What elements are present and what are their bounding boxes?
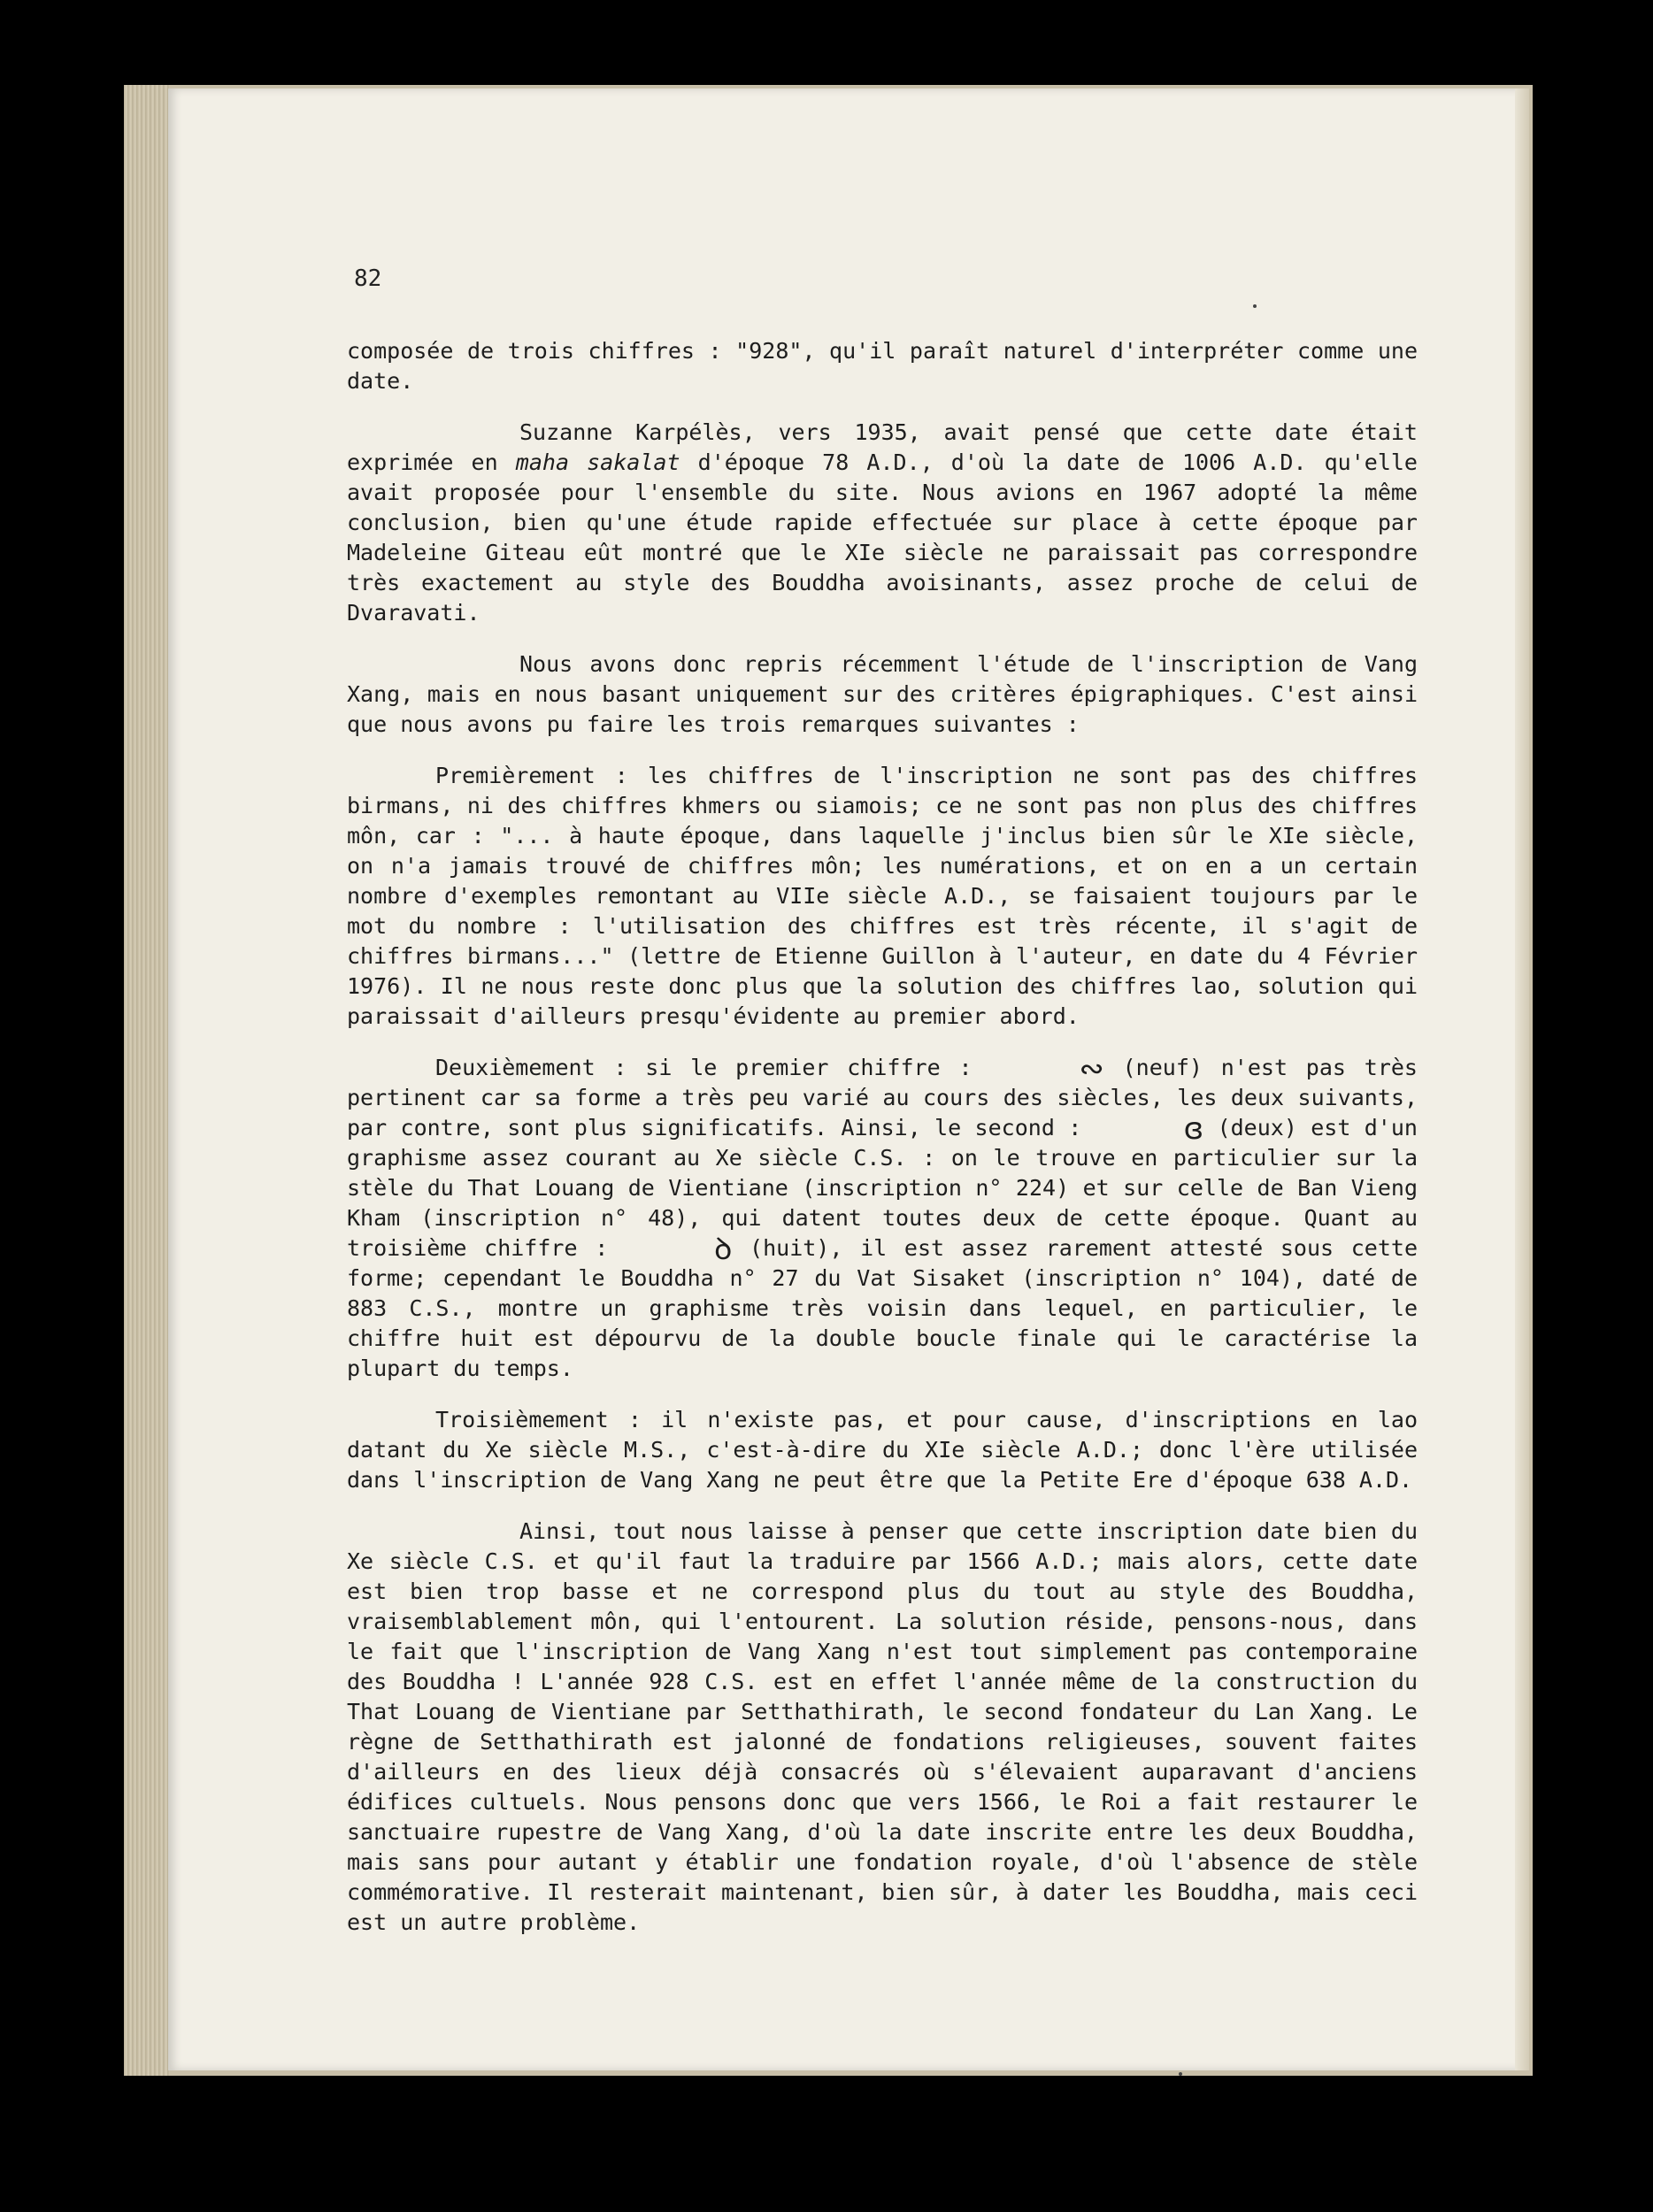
lao-nine-glyph: ∾ [1079, 1051, 1104, 1087]
speck [1253, 304, 1257, 308]
body-text [347, 336, 1418, 1959]
paragraph-3: Nous avons donc repris récemment l'étude de l'inscription de Vang Xang, mais en nous basant uniquement sur des critères épigraphiques. C'est ainsi que nous avons pu faire les trois remarques suivantes : [347, 651, 1418, 737]
italic-term: maha sakalat [515, 449, 680, 475]
page-edges-left [124, 85, 170, 2076]
paragraph-1: composée de trois chiffres : "928", qu'il paraît naturel d'interpréter comme une date. [347, 338, 1418, 394]
paragraph-2: Suzanne Karpélès, vers 1935, avait pensé que cette date était exprimée en maha sakalat d'époque 78 A.D., d'où la date de 1006 A.D. qu'elle avait proposée pour l'ensemble du site. Nous avions en 1967 adopté la même conclusion, bien qu'une étude rapide effectuée sur place à cette époque par Madeleine Giteau eût montré que le XIe siècle ne paraissait pas correspondre très exactement au style des Bouddha avoisinants, assez proche de celui de Dvaravati. [347, 419, 1418, 626]
paragraph-5: Deuxièmement : si le premier chiffre : ∾ (neuf) n'est pas très pertinent car sa forme a très peu varié au cours des siècles, les deux suivants, par contre, sont plus significatifs. Ainsi, le second : ɞ (deux) est d'un graphisme assez courant au Xe siècle C.S. : on le trouve en particulier sur la stèle du That Louang de Vientiane (inscription n° 224) et sur celle de Ban Vieng Kham (inscription n° 48), qui datent toutes deux de cette époque. Quant au troisième chiffre : ꝺ (huit), il est assez rarement attesté sous cette forme; cependant le Bouddha n° 27 du Vat Sisaket (inscription n° 104), daté de 883 C.S., montre un graphisme très voisin dans lequel, en particulier, le chiffre huit est dépourvu de la double boucle finale qui le caractérise la plupart du temps. [347, 1051, 1418, 1381]
paragraph-7: Ainsi, tout nous laisse à penser que cette inscription date bien du Xe siècle C.S. et qu'il faut la traduire par 1566 A.D.; mais alors, cette date est bien trop basse et ne correspond plus du tout au style des Bouddha, vraisemblablement môn, qui l'entourent. La solution réside, pensons-nous, dans le fait que l'inscription de Vang Xang n'est tout simplement pas contemporaine des Bouddha ! L'année 928 C.S. est en effet l'année même de la construction du That Louang de Vientiane par Setthathirath, le second fondateur du Lan Xang. Le règne de Setthathirath est jalonné de fondations religieuses, souvent faites d'ailleurs en des lieux déjà consacrés où s'élevaient auparavant d'anciens édifices cultuels. Nous pensons donc que vers 1566, le Roi a fait restaurer le sanctuaire rupestre de Vang Xang, d'où la date inscrite entre les deux Bouddha, mais sans pour autant y établir une fondation royale, d'où l'absence de stèle commémorative. Il resterait maintenant, bien sûr, à dater les Bouddha, mais ceci est un autre problème. [347, 1518, 1418, 1935]
paragraph-6: Troisièmement : il n'existe pas, et pour cause, d'inscriptions en lao datant du Xe siècle M.S., c'est-à-dire du XIe siècle A.D.; donc l'ère utilisée dans l'inscription de Vang Xang ne peut être que la Petite Ere d'époque 638 A.D. [347, 1407, 1418, 1493]
page-edges-right [1515, 88, 1529, 2070]
lao-eight-glyph: ꝺ [713, 1232, 733, 1267]
page-number: 82 [354, 265, 382, 292]
lao-two-glyph: ɞ [1183, 1111, 1204, 1147]
speck [1179, 2072, 1182, 2076]
paragraph-4: Premièrement : les chiffres de l'inscription ne sont pas des chiffres birmans, ni des chiffres khmers ou siamois; ce ne sont pas non plus des chiffres môn, car : "... à haute époque, dans laquelle j'inclus bien sûr le XIe siècle, on n'a jamais trouvé de chiffres môn; les numérations, et on en a un certain nombre d'exemples remontant au VIIe siècle A.D., se faisaient toujours par le mot du nombre : l'utilisation des chiffres est très récente, il s'agit de chiffres birmans..." (lettre de Etienne Guillon à l'auteur, en date du 4 Février 1976). Il ne nous reste donc plus que la solution des chiffres lao, solution qui paraissait d'ailleurs presqu'évidente au premier abord. [347, 763, 1418, 1029]
